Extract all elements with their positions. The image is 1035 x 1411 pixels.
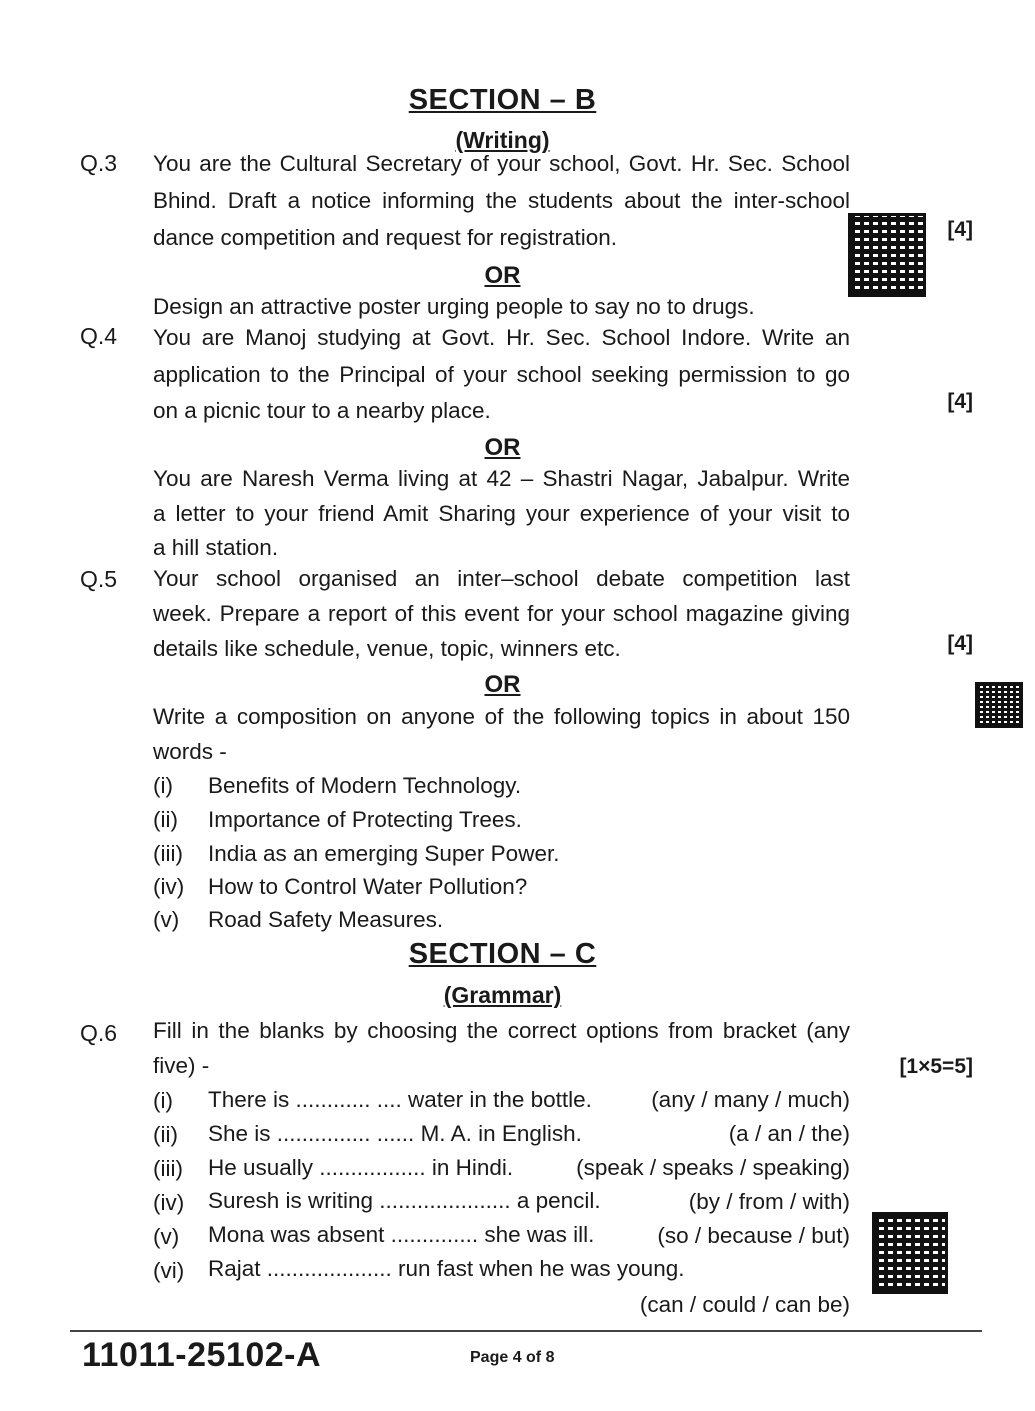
- blank-sentence: Rajat .................... run fast when he was young.: [208, 1256, 685, 1281]
- topic-num: (i): [153, 773, 173, 798]
- q5-alt-line-2: words -: [153, 739, 227, 764]
- q3-marks: [4]: [947, 218, 973, 241]
- blank-num: (i): [153, 1088, 173, 1113]
- q3-line-1: You are the Cultural Secretary of your school, Govt. Hr. Sec. School: [153, 151, 850, 176]
- blank-options: (can / could / can be): [639, 1292, 850, 1317]
- q3-line-2: Bhind. Draft a notice informing the students about the inter-school: [153, 188, 850, 213]
- topic-item: Importance of Protecting Trees.: [208, 807, 522, 832]
- q5-alt-line-1: Write a composition on anyone of the following topics in about 150: [153, 704, 850, 729]
- paper-code: 11011-25102-A: [82, 1336, 322, 1374]
- q4-alt-line-3: a hill station.: [153, 535, 279, 560]
- blank-options: (speak / speaks / speaking): [576, 1155, 850, 1180]
- q4-line-3: on a picnic tour to a nearby place.: [153, 398, 491, 423]
- blank-num: (ii): [153, 1122, 178, 1147]
- footer-divider: [70, 1330, 982, 1332]
- q6-line-2: five) -: [153, 1053, 210, 1078]
- qr-code-3: [872, 1212, 948, 1294]
- section-c-subtitle: (Grammar): [443, 982, 562, 1008]
- blank-num: (iv): [153, 1190, 185, 1215]
- section-b-subtitle: (Writing): [455, 127, 550, 153]
- q4-line-1: You are Manoj studying at Govt. Hr. Sec. School Indore. Write an: [153, 325, 850, 350]
- q5-marks: [4]: [947, 632, 973, 655]
- blank-sentence: Suresh is writing ..................... a pencil.: [208, 1188, 601, 1213]
- page-number: Page 4 of 8: [470, 1349, 555, 1366]
- q5-number: Q.5: [80, 566, 118, 592]
- topic-item: Benefits of Modern Technology.: [208, 773, 522, 798]
- topic-item: India as an emerging Super Power.: [208, 841, 560, 866]
- topic-item: How to Control Water Pollution?: [208, 874, 528, 899]
- blank-sentence: He usually ................. in Hindi.: [208, 1155, 514, 1180]
- q3-line-3: dance competition and request for registration.: [153, 225, 618, 250]
- blank-sentence: She is ............... ...... M. A. in English.: [208, 1121, 582, 1146]
- blank-options: (so / because / but): [657, 1223, 850, 1248]
- topic-num: (v): [153, 907, 180, 932]
- q4-alt-line-1: You are Naresh Verma living at 42 – Shastri Nagar, Jabalpur. Write: [153, 466, 850, 491]
- blank-num: (vi): [153, 1258, 185, 1283]
- q3-number: Q.3: [80, 150, 118, 176]
- q5-line-2: week. Prepare a report of this event for your school magazine giving: [153, 601, 850, 626]
- q5-or: OR: [484, 671, 521, 698]
- q3-or: OR: [484, 262, 521, 289]
- section-b-title: SECTION – B: [408, 84, 597, 116]
- topic-num: (iii): [153, 841, 183, 866]
- q6-number: Q.6: [80, 1020, 118, 1046]
- topic-num: (iv): [153, 874, 185, 899]
- q6-marks: [1×5=5]: [899, 1055, 973, 1078]
- q4-marks: [4]: [947, 390, 973, 413]
- q4-number: Q.4: [80, 323, 118, 349]
- blank-options: (any / many / much): [651, 1087, 850, 1112]
- blank-options: (a / an / the): [728, 1121, 850, 1146]
- q4-line-2: application to the Principal of your school seeking permission to go: [153, 362, 850, 387]
- section-c-title: SECTION – C: [408, 938, 597, 970]
- blank-sentence: Mona was absent .............. she was ill.: [208, 1222, 595, 1247]
- blank-num: (iii): [153, 1156, 183, 1181]
- q6-line-1: Fill in the blanks by choosing the correct options from bracket (any: [153, 1018, 850, 1043]
- topic-item: Road Safety Measures.: [208, 907, 444, 932]
- blank-sentence: There is ............ .... water in the bottle.: [208, 1087, 592, 1112]
- blank-num: (v): [153, 1224, 180, 1249]
- topic-num: (ii): [153, 807, 178, 832]
- q5-line-3: details like schedule, venue, topic, winners etc.: [153, 636, 621, 661]
- q3-alt: Design an attractive poster urging people to say no to drugs.: [153, 294, 755, 319]
- q4-alt-line-2: a letter to your friend Amit Sharing your experience of your visit to: [153, 501, 850, 526]
- blank-options: (by / from / with): [688, 1189, 850, 1214]
- q5-line-1: Your school organised an inter–school debate competition last: [153, 566, 850, 591]
- q4-or: OR: [484, 434, 521, 461]
